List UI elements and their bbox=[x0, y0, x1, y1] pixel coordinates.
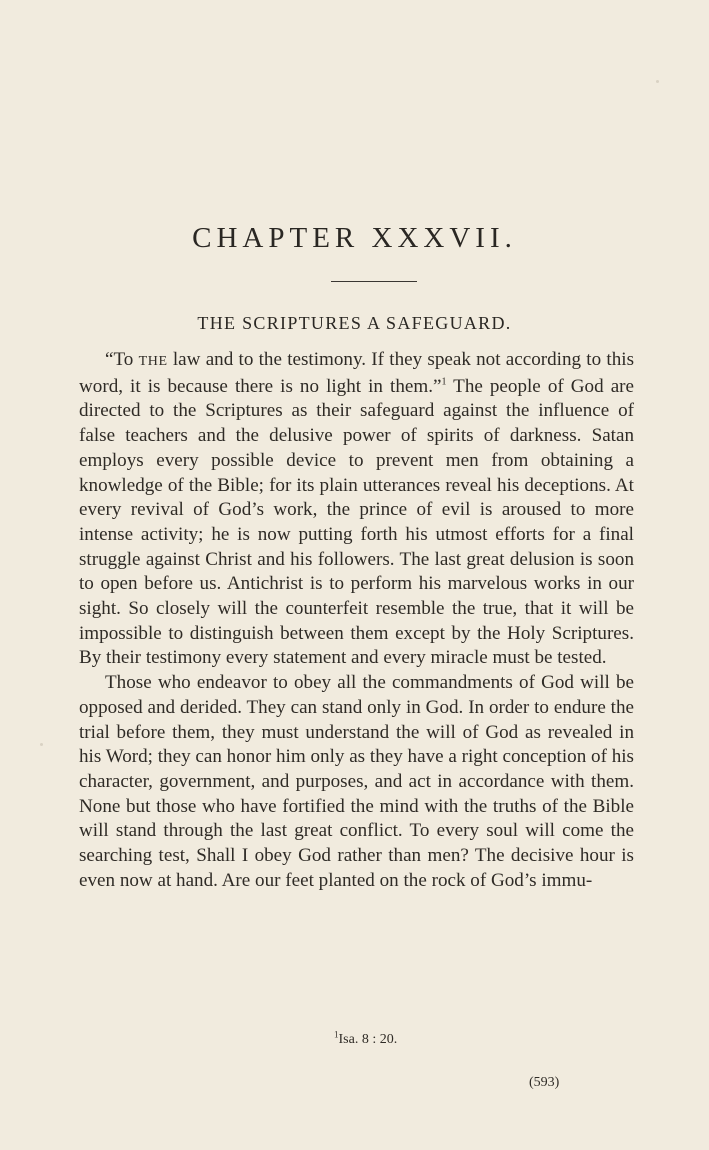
paragraph-1 bbox=[79, 348, 634, 671]
title-divider bbox=[331, 281, 417, 282]
footnote bbox=[334, 1029, 398, 1048]
paper-speck bbox=[656, 80, 659, 83]
chapter-title: CHAPTER XXXVII. bbox=[192, 222, 517, 254]
footnote-marker: 1 bbox=[334, 1029, 339, 1040]
section-title: THE SCRIPTURES A SAFEGUARD. bbox=[197, 313, 512, 333]
opening-quote: “To bbox=[105, 349, 139, 370]
footnote-text: Isa. 8 : 20. bbox=[338, 1032, 398, 1047]
paragraph-2: Those who endeavor to obey all the commandments of God will be opposed and derided. They can stand only in God. In order to endure the trial before them, they must understand the will of God as revealed in his Word; they can honor him only as they have a right conception of his character, government, and purposes, and act in accordance with them. None but those who have fortified the mind with the truths of the Bible will stand through the last great conflict. To every soul will come the searching test, Shall I obey God rather than men? The decisive hour is even now at hand. Are our feet planted on the rock of God’s immu- bbox=[79, 672, 634, 891]
paragraph-1-lead: law and to the testimony. If they speak not according to this word, it is because there is no light in them.” bbox=[79, 349, 634, 397]
body-text bbox=[79, 348, 634, 893]
footnote-reference: 1 bbox=[441, 376, 447, 388]
paper-speck bbox=[40, 743, 43, 746]
paragraph-1-rest: The people of God are directed to the Scriptures as their safeguard against the influence of false teachers and the delusive power of spirits of darkness. Satan employs every possible device to prevent men from obtaining a knowledge of the Bible; for its plain utterances reveal his deceptions. At every revival of God’s work, the prince of evil is aroused to more intense activity; he is now putting forth his utmost efforts for a final struggle against Christ and his followers. The last great delusion is soon to open before us. Antichrist is to perform his marvelous works in our sight. So closely will the counterfeit resemble the true, that it will be impossible to distinguish between them except by the Holy Scriptures. By their testimony every statement and every miracle must be tested. bbox=[79, 375, 634, 669]
page-number: (593) bbox=[529, 1075, 560, 1090]
small-caps-word: THE bbox=[138, 354, 168, 369]
